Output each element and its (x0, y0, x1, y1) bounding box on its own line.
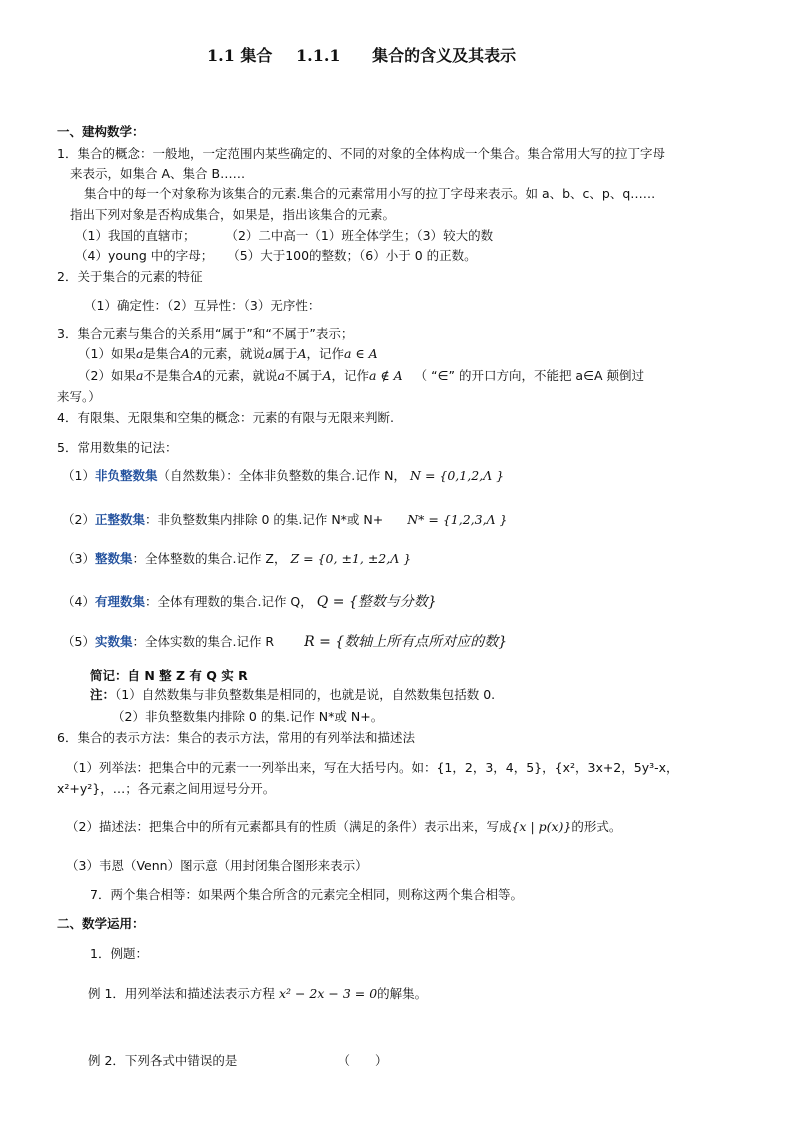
p3-l2-var-a2: a (264, 346, 273, 361)
numset-5-formula: R = {数轴上所有点所对应的数} (304, 634, 508, 650)
numset-row-natural (62, 468, 504, 484)
numset-2-desc: ：非负整数集内排除 0 的集.记作 N*或 N+ (144, 512, 384, 527)
p2-line1: 2．关于集合的元素的特征 (57, 269, 203, 284)
note-line1 (90, 687, 495, 703)
p3-line4: 来写。） (57, 389, 101, 404)
p3-l3-t5: ，记作 (331, 368, 369, 383)
numset-1-desc: （自然数集）：全体非负整数的集合.记作 N， (157, 468, 407, 483)
p3-l3-var-a2: a (277, 368, 285, 383)
p3-l3-var-A: A (193, 368, 203, 383)
p6-l4-t1: （2）描述法：把集合中的所有元素都具有的性质（满足的条件）表示出来，写成 (66, 819, 512, 834)
p1-item2-3: （2）二中高一（1）班全体学生；（3）较大的数 (225, 228, 494, 243)
p6-l4-t2: 的形式。 (571, 819, 622, 834)
example-2 (88, 1053, 387, 1069)
numset-row-rational (62, 594, 437, 610)
section-heading-2: 二、数学运用： (57, 916, 145, 931)
numset-3-formula: Z = {0, ±1, ±2,Λ } (290, 551, 412, 566)
example-2-blank: （ ） (337, 1053, 388, 1068)
numset-5-name: 实数集 (94, 634, 133, 649)
numset-4-formula: Q = {整数与分数} (316, 594, 437, 610)
example-2-text: 例 2．下列各式中错误的是 (88, 1053, 238, 1068)
numset-1-name: 非负整数集 (94, 468, 158, 483)
title-topic: 集合的含义及其表示 (372, 46, 517, 65)
title-chapter: 1.1 集合 (207, 46, 273, 65)
p3-l3-var-a: a (135, 368, 144, 383)
p1-line4: 指出下列对象是否构成集合，如果是，指出该集合的元素。 (70, 207, 396, 222)
p3-l2-var-A2: A (297, 346, 307, 361)
p3-l3-t1: （2）如果 (78, 368, 136, 383)
p3-l3-t3: 的元素，就说 (202, 368, 278, 383)
example-1 (88, 986, 427, 1002)
p3-line2 (78, 346, 378, 362)
p5-line1: 5．常用数集的记法： (57, 440, 178, 455)
p3-l2-formula: a ∈ A (343, 346, 378, 361)
example-1-tail: 的解集。 (377, 986, 428, 1001)
note-1-text: （1）自然数集与非负整数集是相同的，也就是说，自然数集包括数 0. (115, 687, 496, 702)
numset-2-formula: N* = {1,2,3,Λ } (407, 512, 508, 527)
p3-l3-t4: 不属于 (284, 368, 323, 383)
note-line2: （2）非负整数集内排除 0 的集.记作 N*或 N+。 (112, 709, 384, 724)
p1-line5 (75, 228, 493, 244)
numset-1-index: （1） (62, 468, 95, 483)
p3-l3-formula: a ∉ A (368, 368, 403, 383)
p1-line2: 来表示，如集合 A、集合 B…… (70, 166, 246, 181)
numset-3-desc: ：全体整数的集合.记作 Z， (132, 551, 287, 566)
examples-label: 1．例题： (90, 946, 148, 961)
numset-5-index: （5） (62, 634, 95, 649)
numset-row-positive (62, 512, 508, 528)
numset-3-name: 整数集 (94, 551, 133, 566)
p3-line3 (78, 368, 644, 384)
p6-l4-formula: {x | p(x)} (511, 819, 572, 834)
p1-item5-6: （5）大于100的整数；（6）小于 0 的正数。 (227, 248, 477, 263)
p3-l3-t2: 不是集合 (143, 368, 194, 383)
numset-2-index: （2） (62, 512, 95, 527)
example-1-text: 例 1．用列举法和描述法表示方程 (88, 986, 275, 1001)
page-title (207, 48, 516, 64)
section-heading-1: 一、建构数学： (57, 124, 145, 139)
numset-2-name: 正整数集 (94, 512, 145, 527)
note-label: 注： (90, 687, 116, 702)
p3-l2-t3: 的元素，就说 (189, 346, 265, 361)
numset-5-desc: ：全体实数的集合.记作 R (132, 634, 275, 649)
p4-line1: 4．有限集、无限集和空集的概念：元素的有限与无限来判断. (57, 410, 394, 425)
numset-4-index: （4） (62, 594, 95, 609)
p1-item1: （1）我国的直辖市； (75, 228, 196, 243)
title-section: 1.1.1 (296, 46, 341, 65)
p3-l3-var-A2: A (322, 368, 332, 383)
p1-item4: （4）young 中的字母； (75, 248, 214, 263)
p3-l2-t1: （1）如果 (78, 346, 136, 361)
p3-line1: 3．集合元素与集合的关系用“属于”和“不属于”表示； (57, 326, 354, 341)
p1-line3: 集合中的每一个对象称为该集合的元素.集合的元素常用小写的拉丁字母来表示。如 a、b、c、p、q…… (84, 186, 656, 201)
numset-4-name: 有理数集 (94, 594, 145, 609)
p6-line2: （1）列举法：把集合中的元素一一列举出来，写在大括号内。如：{1，2，3，4，5}，{x²，3x+2，5y³-x， (66, 760, 679, 775)
numset-row-integer (62, 551, 411, 567)
p2-line2: （1）确定性：（2）互异性：（3）无序性： (84, 298, 321, 313)
p1-line6 (75, 248, 477, 264)
p6-line3: x²+y²}，…；各元素之间用逗号分开。 (57, 781, 276, 796)
example-1-equation: x² − 2x − 3 = 0 (278, 986, 378, 1001)
p3-l3-note: （ “∈” 的开口方向，不能把 a∈A 颠倒过 (414, 368, 645, 383)
p6-line6: 7．两个集合相等：如果两个集合所含的元素完全相同，则称这两个集合相等。 (90, 887, 523, 902)
p3-l2-var-a: a (135, 346, 144, 361)
p6-line4 (66, 819, 621, 835)
p3-l2-t4: 属于 (272, 346, 298, 361)
numset-1-formula: N = {0,1,2,Λ } (410, 468, 505, 483)
numset-4-desc: ：全体有理数的集合.记作 Q， (144, 594, 313, 609)
numset-row-real (62, 634, 507, 650)
p1-line1: 1．集合的概念：一般地，一定范围内某些确定的、不同的对象的全体构成一个集合。集合常用大写的拉丁字母 (57, 146, 665, 161)
memo-line: 简记：自 N 整 Z 有 Q 实 R (90, 668, 248, 683)
p3-l2-t2: 是集合 (143, 346, 181, 361)
p6-line5: （3）韦恩（Venn）图示意（用封闭集合图形来表示） (66, 858, 368, 873)
p6-line1: 6．集合的表示方法：集合的表示方法，常用的有列举法和描述法 (57, 730, 415, 745)
p3-l2-var-A: A (180, 346, 190, 361)
numset-3-index: （3） (62, 551, 95, 566)
p3-l2-t5: ，记作 (306, 346, 344, 361)
